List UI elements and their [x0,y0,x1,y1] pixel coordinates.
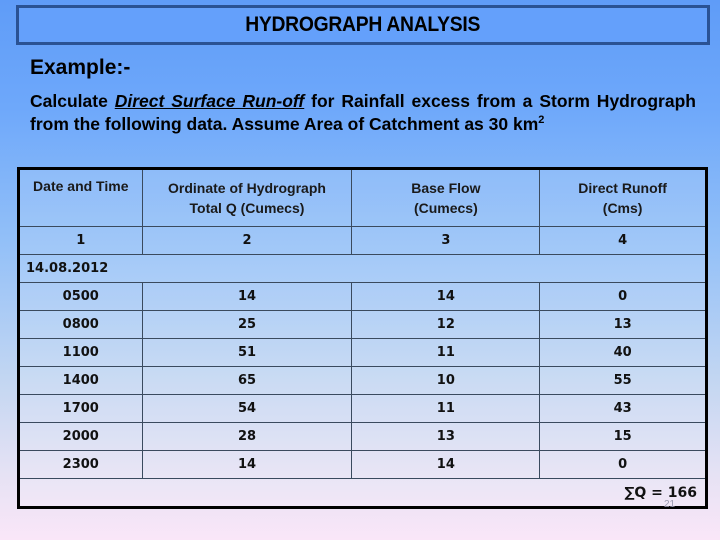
problem-text-1: Calculate [30,91,115,111]
slide-number: 21 [664,499,676,510]
total-q-cell: 14 [142,283,352,311]
date-row [19,255,707,283]
direct-runoff-cell: 43 [540,395,707,423]
superscript: 2 [538,114,545,127]
table-row [19,423,707,451]
sum-cell: ∑Q = 166 [19,479,707,508]
table-row [19,339,707,367]
direct-runoff-cell: 0 [540,283,707,311]
direct-runoff-cell: 15 [540,423,707,451]
table-row [19,395,707,423]
time-cell: 2300 [19,451,143,479]
sum-row [19,479,707,508]
direct-runoff-cell: 40 [540,339,707,367]
base-flow-cell: 14 [352,451,540,479]
header-total-q: Ordinate of Hydrograph Total Q (Cumecs) [142,169,352,227]
base-flow-cell: 10 [352,367,540,395]
time-cell: 0800 [19,311,143,339]
total-q-cell: 54 [142,395,352,423]
column-number: 1 [19,227,143,255]
column-number-row [19,227,707,255]
problem-statement [30,90,696,136]
direct-runoff-cell: 13 [540,311,707,339]
time-cell: 1100 [19,339,143,367]
table-row [19,311,707,339]
slide-title: HYDROGRAPH ANALYSIS [245,13,481,36]
time-cell: 0500 [19,283,143,311]
header-base-flow: Base Flow (Cumecs) [352,169,540,227]
base-flow-cell: 14 [352,283,540,311]
base-flow-cell: 13 [352,423,540,451]
date-cell: 14.08.2012 [19,255,707,283]
direct-runoff-cell: 0 [540,451,707,479]
time-cell: 2000 [19,423,143,451]
table-row [19,367,707,395]
example-label: Example:- [30,56,131,79]
table-row [19,451,707,479]
header-date-time: Date and Time [19,169,143,227]
total-q-cell: 14 [142,451,352,479]
problem-emphasis: Direct Surface Run-off [114,91,305,111]
column-number: 4 [540,227,707,255]
total-q-cell: 51 [142,339,352,367]
base-flow-cell: 12 [352,311,540,339]
total-q-cell: 28 [142,423,352,451]
table-row [19,283,707,311]
total-q-cell: 25 [142,311,352,339]
table-header-row [19,169,707,227]
problem-text-2: for Rainfall excess from a Storm Hydrograph from the following data. Assume Area of Catchment as 30 km [30,91,696,134]
header-direct-runoff: Direct Runoff (Cms) [540,169,707,227]
base-flow-cell: 11 [352,395,540,423]
hydrograph-table [17,167,708,509]
column-number: 2 [142,227,352,255]
time-cell: 1700 [19,395,143,423]
time-cell: 1400 [19,367,143,395]
slide-title-box [16,5,710,45]
direct-runoff-cell: 55 [540,367,707,395]
base-flow-cell: 11 [352,339,540,367]
total-q-cell: 65 [142,367,352,395]
column-number: 3 [352,227,540,255]
